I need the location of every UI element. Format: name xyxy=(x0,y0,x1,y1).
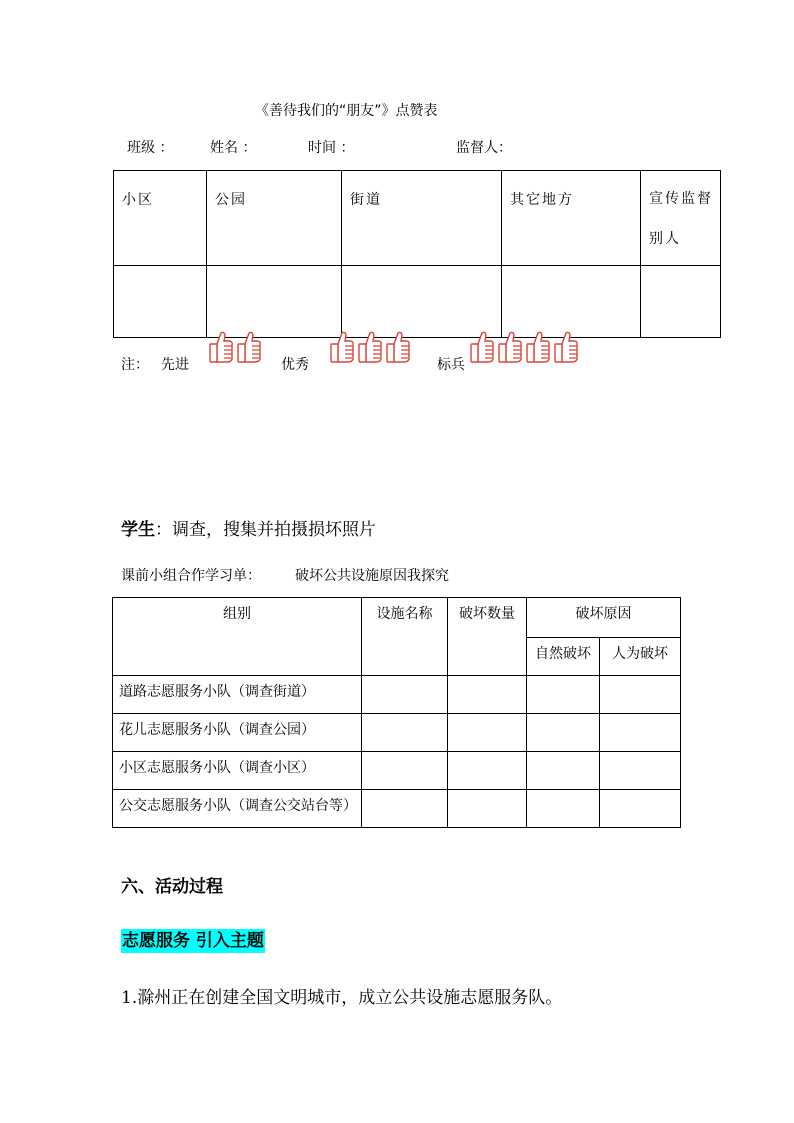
table-cell[interactable] xyxy=(600,752,681,790)
highlight-heading-text: 志愿服务 引入主题 xyxy=(122,931,264,951)
header-human-damage: 人为破坏 xyxy=(600,638,681,676)
table-cell[interactable] xyxy=(600,676,681,714)
table-cell[interactable] xyxy=(362,752,448,790)
thumbs-up-icon xyxy=(236,330,262,368)
worksheet-topic: 破坏公共设施原因我探究 xyxy=(295,568,449,584)
thumbs-up-icon xyxy=(497,330,523,368)
section-heading: 六、活动过程 xyxy=(121,877,223,897)
table-cell[interactable] xyxy=(362,714,448,752)
level-advanced-label: 先进 xyxy=(161,357,189,373)
table-cell[interactable] xyxy=(600,790,681,828)
worksheet-label: 课前小组合作学习单： xyxy=(121,568,261,584)
thumbs-up-icon xyxy=(357,330,383,368)
name-label: 姓名 ： xyxy=(210,140,257,156)
table-cell[interactable] xyxy=(527,676,600,714)
student-label: 学生 xyxy=(121,520,155,540)
student-heading xyxy=(121,515,376,540)
row-group-road: 道路志愿服务小队（调查街道） xyxy=(113,676,362,714)
table-cell[interactable] xyxy=(362,790,448,828)
level-model-thumbs xyxy=(469,330,579,368)
praise-table xyxy=(113,170,721,338)
table-cell[interactable] xyxy=(448,676,527,714)
class-label: 班级 ： xyxy=(127,140,174,156)
row-group-community: 小区志愿服务小队（调查小区） xyxy=(113,752,362,790)
investigation-table xyxy=(112,597,681,828)
header-damage-reason: 破坏原因 xyxy=(527,598,681,638)
table-cell[interactable] xyxy=(362,676,448,714)
row-group-flower: 花儿志愿服务小队（调查公园） xyxy=(113,714,362,752)
header-damage-count: 破坏数量 xyxy=(448,598,527,676)
table-cell[interactable] xyxy=(527,752,600,790)
header-supervise-others xyxy=(641,171,721,266)
level-advanced-thumbs xyxy=(208,330,262,368)
student-task: ：调查，搜集并拍摄损坏照片 xyxy=(155,520,376,540)
highlight-heading xyxy=(121,926,265,951)
cell-community[interactable] xyxy=(114,266,207,338)
page-title: 《善待我们的“朋友”》点赞表 xyxy=(255,103,438,119)
header-street: 街道 xyxy=(342,171,502,266)
supervisor-label: 监督人： xyxy=(456,140,512,156)
level-excellent-thumbs xyxy=(329,330,411,368)
row-group-bus: 公交志愿服务小队（调查公交站台等） xyxy=(113,790,362,828)
thumbs-up-icon xyxy=(469,330,495,368)
table-cell[interactable] xyxy=(448,790,527,828)
table-cell[interactable] xyxy=(527,714,600,752)
paragraph-1: 1.滁州正在创建全国文明城市，成立公共设施志愿服务队。 xyxy=(121,988,563,1008)
header-park: 公园 xyxy=(207,171,342,266)
table-cell[interactable] xyxy=(448,714,527,752)
table-cell[interactable] xyxy=(448,752,527,790)
thumbs-up-icon xyxy=(329,330,355,368)
header-natural-damage: 自然破坏 xyxy=(527,638,600,676)
header-other-places: 其它地方 xyxy=(502,171,641,266)
cell-supervise-others[interactable] xyxy=(641,266,721,338)
header-facility-name: 设施名称 xyxy=(362,598,448,676)
header-supervise-line2: 别人 xyxy=(649,231,681,247)
header-group: 组别 xyxy=(113,598,362,676)
thumbs-up-icon xyxy=(553,330,579,368)
header-supervise-line1: 宣传监督 xyxy=(649,191,713,207)
thumbs-up-icon xyxy=(385,330,411,368)
level-model-label: 标兵 xyxy=(437,357,465,373)
level-excellent-label: 优秀 xyxy=(281,357,309,373)
cell-other-places[interactable] xyxy=(502,266,641,338)
cell-street[interactable] xyxy=(342,266,502,338)
table-cell[interactable] xyxy=(600,714,681,752)
thumbs-up-icon xyxy=(525,330,551,368)
thumbs-up-icon xyxy=(208,330,234,368)
cell-park[interactable] xyxy=(207,266,342,338)
table-cell[interactable] xyxy=(527,790,600,828)
header-community: 小区 xyxy=(114,171,207,266)
time-label: 时间 ： xyxy=(308,140,355,156)
note-label: 注： xyxy=(121,357,149,373)
